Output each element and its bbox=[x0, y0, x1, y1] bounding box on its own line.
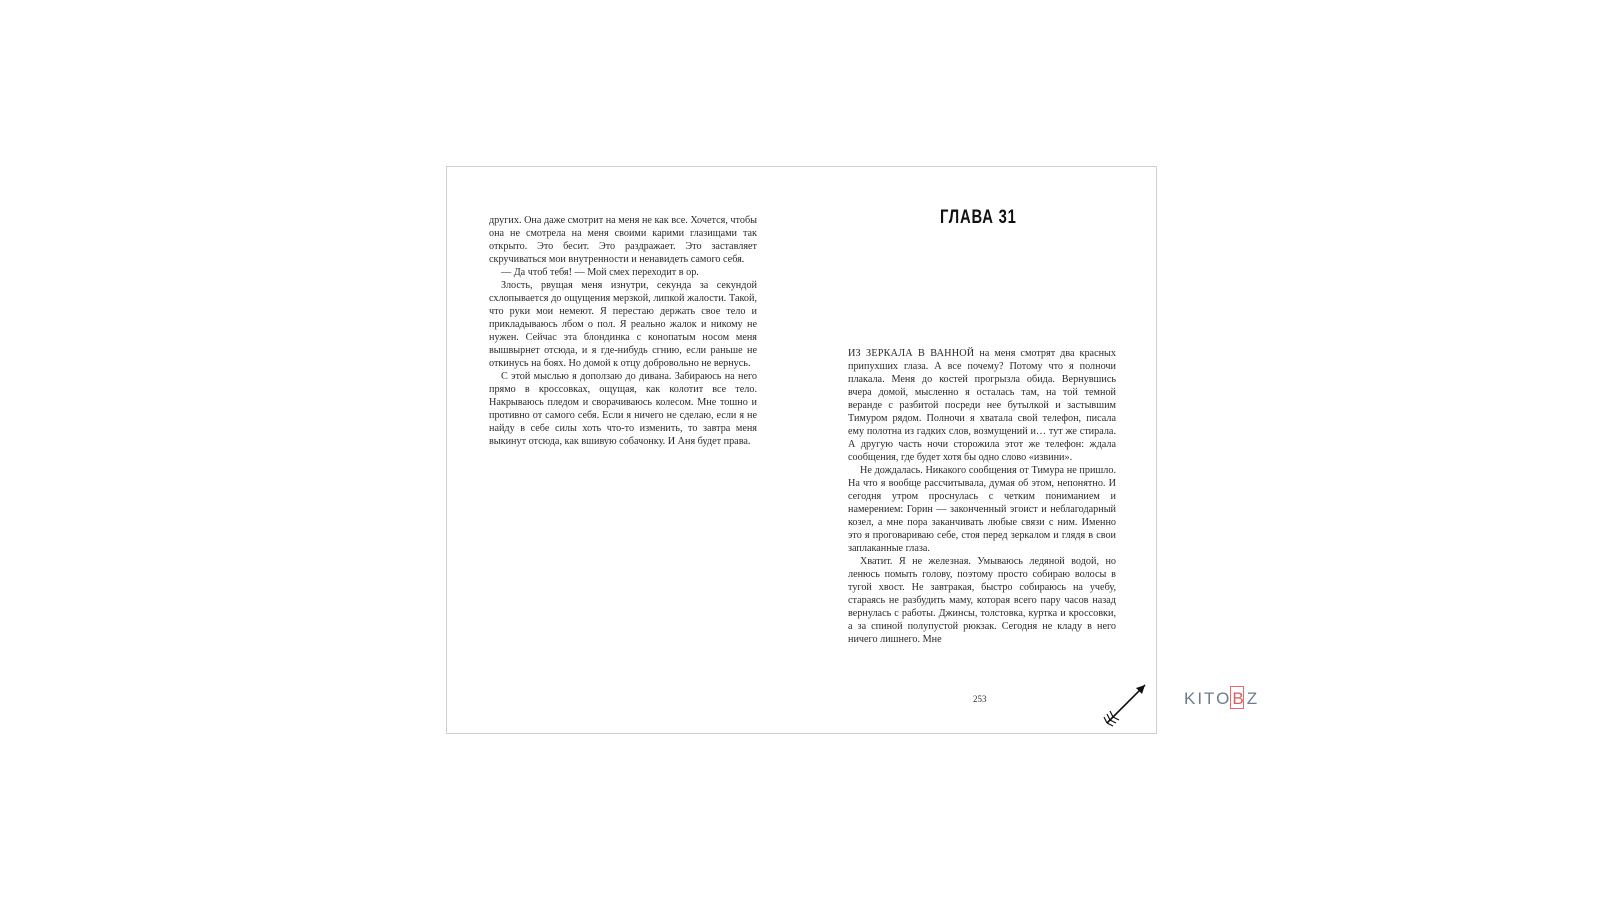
brand-watermark bbox=[1184, 689, 1259, 709]
left-page-text bbox=[489, 214, 757, 448]
left-paragraph-4: С этой мыслью я доползаю до дивана. Забираюсь на него прямо в кроссовках, ощущая, как колотит все тело. Накрываюсь пледом и сворачиваюсь колесом. Мне тошно и противно от самого себя. Если я ничего не сделаю, если я не найду в себе силы хоть что-то изменить, то завтра меня выкинут отсюда, как вшивую собачонку. И Аня будет права. bbox=[489, 371, 757, 447]
right-paragraph-2: Не дождалась. Никакого сообщения от Тимура не пришло. На что я вообще рассчитывала, думая об этом, непонятно. И сегодня утром проснулась с четким пониманием и намерением: Горин — законченный эгоист и неблагодарный козел, а мне пора заканчивать любые связи с ним. Именно это я проговариваю себе, стоя перед зеркалом и глядя в свои заплаканные глаза. bbox=[848, 465, 1116, 554]
chapter-title: ГЛАВА 31 bbox=[940, 207, 1017, 228]
book-spread bbox=[446, 166, 1157, 734]
chapter-lead-caps: ИЗ ЗЕРКАЛА В ВАННОЙ bbox=[848, 348, 975, 359]
page-number: 253 bbox=[973, 694, 987, 704]
brand-text-part1: KITO bbox=[1184, 689, 1232, 708]
arrow-icon bbox=[1101, 679, 1151, 729]
left-paragraph-1: других. Она даже смотрит на меня не как все. Хочется, чтобы она не смотрела на меня своими карими глазищами так открыто. Это бесит. Это раздражает. Это заставляет скручиваться мои внутренности и ненавидеть самого себя. bbox=[489, 215, 757, 265]
left-paragraph-3: Злость, рвущая меня изнутри, секунда за секундой схлопывается до ощущения мерзкой, липкой жалости. Такой, что руки мои немеют. Я перестаю держать свое тело и прикладываюсь лбом о пол. Я реально жалок и никому не нужен. Сейчас эта блондинка с конопатым носом меня вышвырнет отсюда, и я где-нибудь сгнию, если раньше не откинусь на боях. Но домой к отцу добровольно не вернусь. bbox=[489, 280, 757, 369]
chapter-lead-rest: на меня смотрят два красных припухших глаза. А все почему? Потому что я полночи плакала. Меня до костей прогрызла обида. Вернувшись вчера домой, мысленно я осталась там, на той темной веранде с разбитой посреди нее бутылкой и застывшим Тимуром рядом. Полночи я хватала свой телефон, писала ему полотна из гадких слов, возмущений и… тут же стирала. А другую часть ночи сторожила этот же телефон: ждала сообщения, где будет хотя бы одно слово «извини». bbox=[848, 348, 1116, 463]
right-paragraph-1 bbox=[848, 347, 1116, 464]
right-page-text bbox=[848, 347, 1116, 646]
left-paragraph-2: — Да чтоб тебя! — Мой смех переходит в ор. bbox=[501, 267, 699, 278]
brand-logo-letter: B bbox=[1232, 689, 1246, 708]
brand-text-part3: Z bbox=[1246, 689, 1260, 708]
right-paragraph-3: Хватит. Я не железная. Умываюсь ледяной водой, но ленюсь помыть голову, поэтому просто собираю волосы в тугой хвост. Не завтракая, быстро собираюсь на учебу, стараясь не разбудить маму, которая всего пару часов назад вернулась с работы. Джинсы, толстовка, куртка и кроссовки, а за спиной полупустой рюкзак. Сегодня не кладу в него ничего лишнего. Мне bbox=[848, 556, 1116, 645]
